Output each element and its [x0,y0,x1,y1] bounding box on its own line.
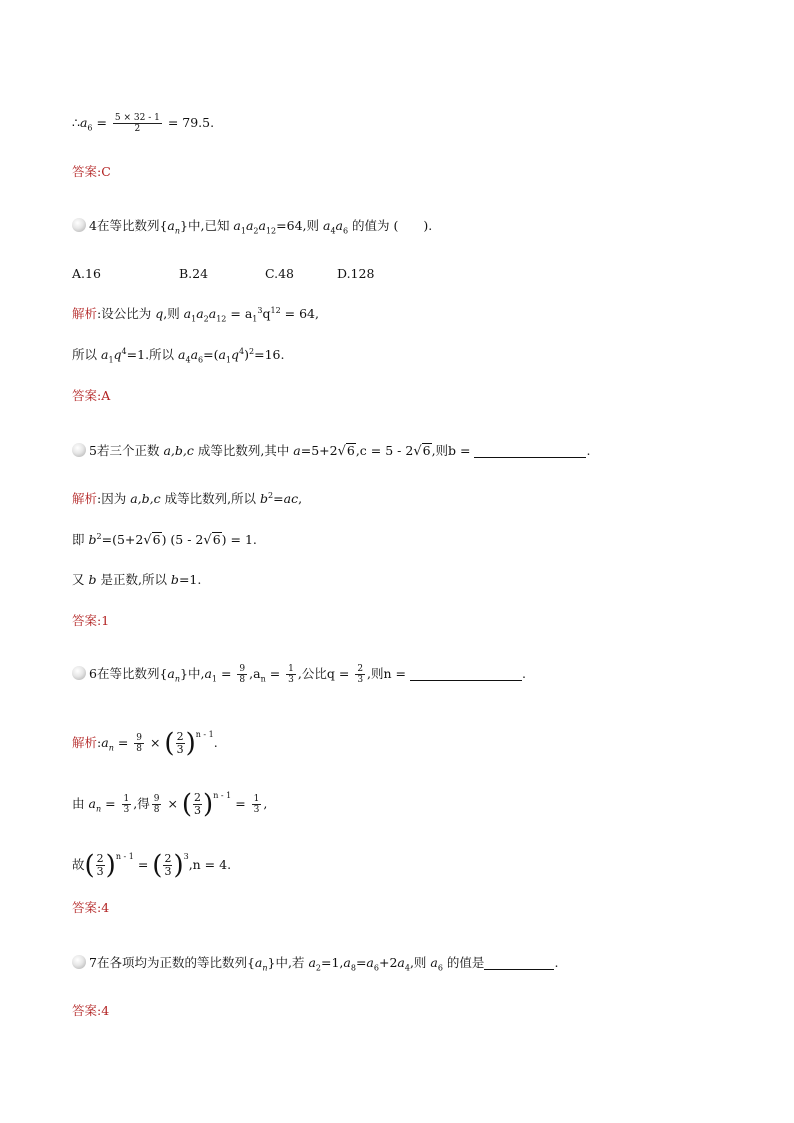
sqrt-icon: √ [337,444,346,459]
answer-blank-5[interactable] [474,445,586,458]
solution-6-line-3: 故( $\frac{2}{3}$ )$^{n - 1}$ = ( $\frac{2}{3}$ )$^3$,n = 4. [72,850,232,881]
solution-line-a6: $\therefore a_6$ = $\frac{5 \times 32 - 1}{2}$ = 79.5. [72,113,215,134]
solution-5-line-2: 即 $b^2=(5+2√6)$ (5 - 2√6) = 1. [72,531,257,548]
answer-5: 答案:1 [72,613,110,628]
solution-5-line-1: 解析:因为 a,b,c 成等比数列,所以 $b^2=ac$, [72,490,303,506]
sqrt-icon: √ [143,533,152,548]
question-7: 7在各项均为正数的等比数列$\{a_n\}$中,若 $a_2=1,a_8=a_6+2a_4$,则 $a_6$ 的值是 . [72,953,558,973]
option-c[interactable]: C.48 [265,266,294,281]
question-4: 4在等比数列$\{a_n\}$中,已知 $a_1a_2a_{12}=64$,则 $a_4a_6$ 的值为 ( ). [72,216,432,236]
question-bullet-icon [72,443,86,457]
solution-6-line-1: 解析$:a_n$ = $\frac{9}{8}$ × ( $\frac{2}{3}$ )$^{n - 1}$. [72,728,218,759]
fraction: $\frac{5 \times 32 - 1}{2}$ [114,113,160,134]
answer-3: 答案:C [72,164,111,179]
answer-blank-6[interactable] [410,668,522,681]
answer-blank-7[interactable] [484,957,554,970]
solution-5-line-3: 又 b 是正数,所以 b=1. [72,572,202,587]
question-bullet-icon [72,218,86,232]
question-5: 5若三个正数 a,b,c 成等比数列,其中 a=5+2√6,c = 5 - 2√6,则b = . [72,441,590,462]
answer-6: 答案:4 [72,900,110,915]
solution-6-line-2: 由 $a_n$ = $\frac{1}{3}$ ,得 $\frac{9}{8}$ × ( $\frac{2}{3}$ )$^{n - 1}$ = $\frac{1}{3}$ , [72,789,268,820]
question-6: 6在等比数列$\{a_n\}$中$,a_1$ = $\frac{9}{8}$ $,a_n$ = $\frac{1}{3}$ ,公比q = $\frac{2}{3}$ ,则n = . [72,664,526,685]
question-bullet-icon [72,955,86,969]
answer-7: 答案:4 [72,1003,110,1018]
answer-4: 答案:A [72,388,111,403]
solution-4-line-1: 解析:设公比为 q,则 $a_1a_2a_{12} = a_1^3q^{12} = 64$, [72,305,319,324]
option-a[interactable]: A.16 [72,266,101,281]
sqrt-icon: √ [413,444,422,459]
option-b[interactable]: B.24 [179,266,209,281]
question-bullet-icon [72,666,86,680]
sqrt-icon: √ [203,533,212,548]
solution-4-line-2: 所以 $a_1q^4=1$.所以 $a_4a_6=(a_1q^4)^2=16$. [72,346,285,365]
option-d[interactable]: D.128 [337,266,375,281]
